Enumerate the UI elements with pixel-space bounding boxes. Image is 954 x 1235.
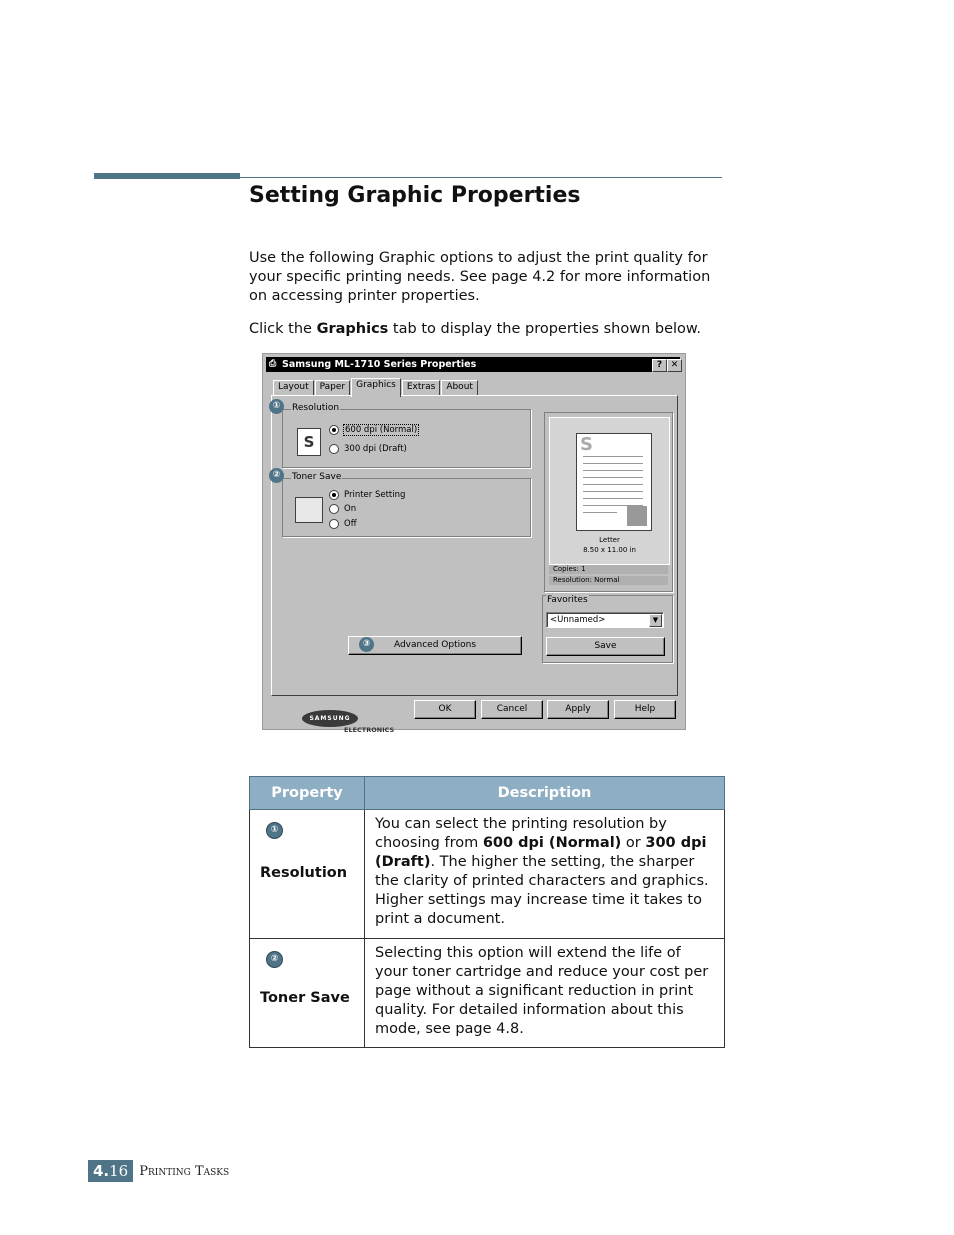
radio-button[interactable] bbox=[329, 444, 339, 454]
property-cell bbox=[250, 939, 365, 1048]
samsung-logo-sub: ELECTRONICS bbox=[344, 726, 395, 734]
toner-save-group bbox=[282, 472, 531, 537]
advanced-options-button[interactable] bbox=[348, 636, 522, 655]
property-cell bbox=[250, 810, 365, 939]
page-number-value: 16 bbox=[109, 1162, 129, 1180]
row-marker: ① bbox=[266, 822, 283, 839]
radio-button[interactable] bbox=[329, 490, 339, 500]
radio-printer-setting[interactable] bbox=[329, 490, 405, 500]
tab-paper[interactable]: Paper bbox=[315, 380, 351, 396]
section-rule-thin bbox=[240, 177, 722, 178]
favorites-value: <Unnamed> bbox=[550, 615, 606, 625]
desc-bold: 300 dpi (Draft) bbox=[375, 834, 707, 870]
description-cell: Selecting this option will extend the life of your toner cartridge and reduce your cost per page without a significant reduction in print quality. For detailed information about this mode, see page 4.8. bbox=[365, 939, 725, 1048]
cancel-button[interactable]: Cancel bbox=[481, 700, 543, 719]
ok-button[interactable]: OK bbox=[414, 700, 476, 719]
radio-toner-on-label: On bbox=[344, 504, 357, 514]
radio-printer-setting-label: Printer Setting bbox=[344, 490, 406, 500]
preview-paper-dims: 8.50 x 11.00 in bbox=[583, 546, 636, 554]
tab-extras[interactable]: Extras bbox=[402, 380, 440, 396]
page-preview bbox=[544, 412, 673, 592]
preview-paper-size: Letter bbox=[599, 536, 620, 544]
tab-graphics[interactable]: Graphics bbox=[351, 378, 401, 397]
instruction-tab-name: Graphics bbox=[316, 321, 389, 337]
marker-2: ② bbox=[269, 468, 284, 483]
desc-text: You can select the printing resolution by choosing from bbox=[375, 816, 667, 851]
radio-600dpi[interactable] bbox=[329, 425, 418, 435]
preview-page bbox=[576, 433, 652, 531]
help-button[interactable]: Help bbox=[614, 700, 676, 719]
table-row bbox=[250, 810, 725, 939]
header-description: Description bbox=[365, 777, 725, 810]
chapter-number: 4. bbox=[93, 1162, 110, 1180]
close-icon[interactable]: ✕ bbox=[667, 359, 682, 372]
desc-text: . The higher the setting, the sharper the clarity of printed characters and graphics. Higher settings may increase time it takes to print a document. bbox=[375, 853, 709, 927]
samsung-logo-brand: SAMSUNG bbox=[302, 710, 358, 727]
preview-image-box bbox=[627, 506, 647, 526]
marker-1: ① bbox=[269, 399, 284, 414]
table-row bbox=[250, 939, 725, 1048]
resolution-group bbox=[282, 403, 531, 468]
radio-toner-off[interactable] bbox=[329, 519, 357, 529]
dialog-titlebar bbox=[266, 357, 680, 372]
description-cell bbox=[365, 810, 725, 939]
tab-strip bbox=[273, 380, 479, 396]
instruction-paragraph bbox=[249, 320, 729, 339]
property-name: Toner Save bbox=[260, 990, 350, 1006]
radio-600dpi-label: 600 dpi (Normal) bbox=[345, 425, 418, 435]
desc-bold: 600 dpi (Normal) bbox=[482, 834, 622, 851]
marker-3: ③ bbox=[359, 637, 374, 652]
help-title-button[interactable]: ? bbox=[652, 359, 667, 372]
radio-toner-off-label: Off bbox=[344, 519, 357, 529]
desc-text: or bbox=[621, 834, 646, 851]
properties-dialog-screenshot bbox=[262, 353, 686, 734]
section-rule-thick bbox=[94, 173, 240, 179]
preview-s-letter: S bbox=[580, 434, 593, 455]
page-title: Setting Graphic Properties bbox=[249, 183, 581, 208]
property-name: Resolution bbox=[260, 865, 348, 881]
instruction-text-after: tab to display the properties shown below. bbox=[388, 321, 702, 337]
property-table bbox=[249, 776, 725, 1048]
favorites-label: Favorites bbox=[547, 595, 588, 605]
page-number bbox=[88, 1160, 133, 1182]
toner-save-label: Toner Save bbox=[292, 472, 342, 482]
preview-resolution: Resolution: Normal bbox=[549, 576, 668, 585]
resolution-label: Resolution bbox=[292, 403, 340, 413]
samsung-logo bbox=[302, 710, 395, 734]
resolution-icon: S bbox=[297, 428, 321, 456]
radio-button[interactable] bbox=[329, 519, 339, 529]
page-footer bbox=[88, 1160, 229, 1182]
row-marker: ② bbox=[266, 951, 283, 968]
save-button[interactable]: Save bbox=[546, 637, 665, 656]
intro-paragraph: Use the following Graphic options to adjust the print quality for your specific printing needs. See page 4.2 for more information on accessing printer properties. bbox=[249, 250, 711, 304]
radio-300dpi-label: 300 dpi (Draft) bbox=[344, 444, 407, 454]
dialog-title: Samsung ML-1710 Series Properties bbox=[282, 359, 477, 370]
radio-button[interactable] bbox=[329, 425, 339, 435]
preview-copies: Copies: 1 bbox=[549, 565, 668, 574]
radio-300dpi[interactable] bbox=[329, 444, 407, 454]
favorites-select[interactable] bbox=[546, 612, 664, 628]
table-header-row bbox=[250, 777, 725, 810]
chevron-down-icon[interactable]: ▼ bbox=[649, 614, 662, 627]
section-name: Printing Tasks bbox=[139, 1163, 230, 1179]
radio-toner-on[interactable] bbox=[329, 504, 356, 514]
tab-layout[interactable]: Layout bbox=[273, 380, 314, 396]
printer-icon: ⎙ bbox=[269, 359, 277, 369]
tab-about[interactable]: About bbox=[441, 380, 478, 396]
toner-printer-icon bbox=[295, 497, 323, 523]
header-property: Property bbox=[250, 777, 365, 810]
radio-button[interactable] bbox=[329, 504, 339, 514]
advanced-options-label: Advanced Options bbox=[393, 640, 477, 650]
favorites-group bbox=[542, 595, 673, 663]
preview-area bbox=[549, 417, 670, 565]
apply-button[interactable]: Apply bbox=[547, 700, 609, 719]
instruction-text-before: Click the bbox=[249, 321, 317, 337]
